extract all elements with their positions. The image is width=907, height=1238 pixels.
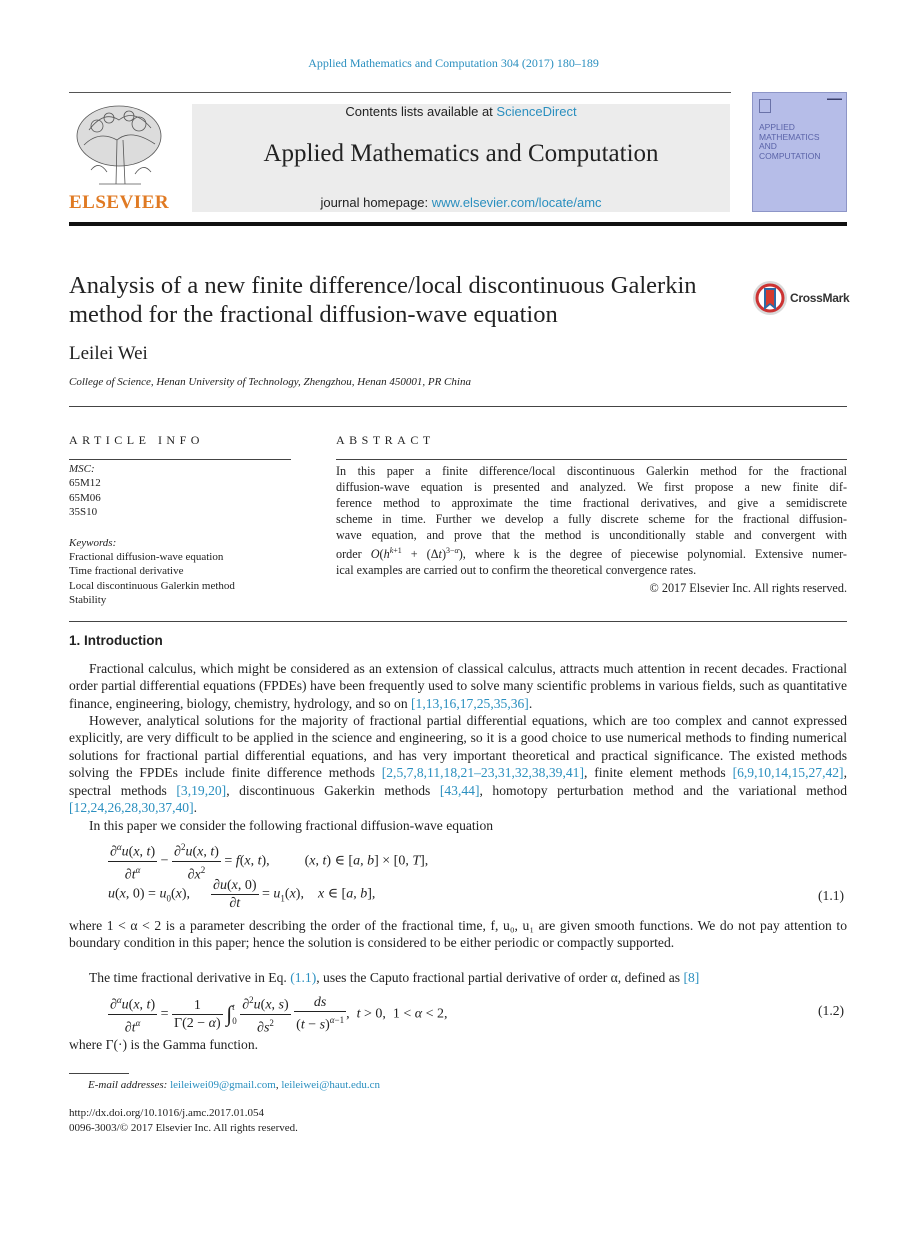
citation-link[interactable]: [8] xyxy=(683,970,700,985)
doi-link[interactable]: http://dx.doi.org/10.1016/j.amc.2017.01.054 xyxy=(69,1107,265,1119)
footnote-rule xyxy=(69,1073,129,1074)
keywords-label: Keywords: xyxy=(69,536,117,549)
msc-code: 65M06 xyxy=(69,491,101,504)
abstract-line: In this paper a finite difference/local discontinuous Galerkin method for the fractional xyxy=(336,464,847,478)
citation-link[interactable]: [2,5,7,8,11,18,21–23,31,32,38,39,41] xyxy=(381,765,584,781)
affiliation: College of Science, Henan University of Technology, Zhengzhou, Henan 450001, PR China xyxy=(69,376,471,388)
article-title: Analysis of a new finite difference/local discontinuous Galerkin method for the fractional diffusion-wave equation xyxy=(69,272,697,328)
homepage-prefix: journal homepage: xyxy=(320,195,432,210)
title-rule xyxy=(69,406,847,407)
citation-link[interactable]: [12,24,26,28,30,37,40] xyxy=(69,800,194,816)
msc-code: 65M12 xyxy=(69,477,101,490)
keyword: Fractional diffusion-wave equation xyxy=(69,551,224,564)
abstract-line: ference method to approximate the time fractional derivatives, and give a semidiscrete xyxy=(336,496,847,510)
abstract-copyright: © 2017 Elsevier Inc. All rights reserved. xyxy=(649,581,847,595)
abstract-body xyxy=(336,463,847,578)
equation-number: (1.1) xyxy=(818,888,845,903)
order-formula: $O(h^{k+1} + (\Delta t)^{3-\alpha})$ xyxy=(370,546,463,562)
citation-link[interactable]: [3,19,20] xyxy=(176,782,227,798)
intro-paragraph-3: In this paper we consider the following fractional diffusion-wave equation xyxy=(89,818,494,833)
homepage-line xyxy=(192,195,730,210)
equation-number: (1.2) xyxy=(818,1003,845,1018)
cover-title: APPLIED MATHEMATICS AND COMPUTATION xyxy=(759,122,821,161)
msc-label: MSC: xyxy=(69,463,95,475)
homepage-link[interactable]: www.elsevier.com/locate/amc xyxy=(431,195,602,210)
sciencedirect-link[interactable]: ScienceDirect xyxy=(496,104,577,119)
article-info-heading: ARTICLE INFO xyxy=(69,433,204,447)
equation-1-2: $\frac{\partial^\alpha u(x, t)}{\partial t^\alpha}$ = $\frac{1}{\Gamma(2 - \alpha)}$ ∫t 0 $\frac{\partial^2u(x, s)}{\partial s^2}$ $\frac{ds}{(t - s)^{\alpha-1}}$ , t > 0, 1 < α < 2, xyxy=(108,992,448,1036)
abstract-heading: ABSTRACT xyxy=(336,433,435,447)
keyword: Time fractional derivative xyxy=(69,565,184,578)
section-title: 1. Introduction xyxy=(69,633,163,648)
equation-ref-link[interactable]: (1.1) xyxy=(290,970,317,985)
crossmark-label[interactable]: CrossMark xyxy=(790,291,850,305)
email-footnote: E-mail addresses: leileiwei09@gmail.com, leileiwei@haut.edu.cn xyxy=(88,1079,381,1091)
header-rule xyxy=(69,92,731,93)
journal-cover[interactable] xyxy=(752,92,847,212)
cover-code-mark: ▬▬▬ xyxy=(827,96,842,102)
issn-line: 0096-3003/© 2017 Elsevier Inc. All rights reserved. xyxy=(69,1122,298,1134)
contents-line xyxy=(192,104,730,119)
citation-link[interactable]: [1,13,16,17,25,35,36] xyxy=(411,695,529,711)
author-name: Leilei Wei xyxy=(69,343,148,364)
header-thick-rule xyxy=(69,222,847,226)
abstract-bottom-rule xyxy=(69,621,847,622)
abstract-order-line xyxy=(336,543,847,562)
intro-paragraph-4: where 1 < α < 2 is a parameter describing the order of the fractional time, f, u₀, u₁ are given smooth functions. We do not pay attention to boundary condition in this paper; hence the solution is considered to be either periodic or compactly supported. xyxy=(69,918,847,951)
cover-logo-icon xyxy=(759,99,771,113)
abstract-line: scheme in time. Further we develop a fully discrete scheme for the fractional diffusion- xyxy=(336,512,847,526)
order-suffix: , where k is the degree of piecewise polynomial. Extensive numer- xyxy=(462,547,847,562)
order-prefix: order xyxy=(336,547,371,562)
equation-1-1-line-2: u(x, $0) = u_0(x)$, $\frac{\partial u(x, 0)}{\partial t}$ = $u_1(x)$, x ∈ [a, b], xyxy=(108,878,376,911)
email-label: E-mail addresses: xyxy=(88,1079,171,1091)
abstract-rule xyxy=(336,459,847,460)
citation-link[interactable]: [43,44] xyxy=(439,782,480,798)
intro-paragraph-2: However, analytical solutions for the majority of fractional partial differential equations, which are too complex and cannot expressed explicitly, are very difficult to be applied in the science and engineering, so it is a good choice to use numerical methods to finding numerical solutions for fractional partial differential equations, and has very important theoretical and practical significance. The existed methods solving the FPDEs include finite difference methods [2,5,7,8,11,18,21–23,31,32,38,39,41], finite element methods [6,9,10,14,15,27,42], spectral methods [3,19,20], discontinuous Gakerkin methods [43,44], homotopy perturbation method and the variational method [12,24,26,28,30,37,40]. xyxy=(69,713,847,816)
intro-paragraph-1: Fractional calculus, which might be considered as an extension of classical calculus, attracts much attention in recent decades. Fractional order partial differential equations (FPDEs) have been frequently used to solve many scientific problems in various fields, such as quantitative finance, engineering, biology, chemistry, hydrology, and so on [1,13,16,17,25,35,36]. xyxy=(69,661,847,711)
email-link[interactable]: leileiwei09@gmail.com xyxy=(170,1079,276,1091)
abstract-line: diffusion-wave equation is presented and analyzed. We first propose a new finite dif- xyxy=(336,480,847,494)
intro-paragraph-5: The time fractional derivative in Eq. (1.1), uses the Caputo fractional partial derivative of order α, defined as [8] xyxy=(89,970,700,985)
article-info-body xyxy=(69,462,291,608)
contents-prefix: Contents lists available at xyxy=(345,104,497,119)
article-info-rule xyxy=(69,459,291,460)
equation-1-1-line-1: $\frac{\partial^\alpha u(x, t)}{\partial t^\alpha}$ − $\frac{\partial^2u(x, t)}{\partial x^2}$ = f(x, t), (x, t) ∈ [a, b] × [0, T], xyxy=(108,839,428,883)
abstract-line: ical examples are carried out to confirm the theoretical convergence rates. xyxy=(336,563,697,578)
journal-citation[interactable]: Applied Mathematics and Computation 304 (2017) 180–189 xyxy=(308,56,599,70)
crossmark-icon[interactable] xyxy=(752,280,788,321)
email-link[interactable]: leileiwei@haut.edu.cn xyxy=(281,1079,381,1091)
abstract-line: wave equation, and prove that the method is unconditionally stable and convergent with xyxy=(336,528,847,542)
msc-code: 35S10 xyxy=(69,506,98,519)
citation-link[interactable]: [6,9,10,14,15,27,42] xyxy=(732,765,844,781)
keyword: Stability xyxy=(69,594,107,607)
keyword: Local discontinuous Galerkin method xyxy=(69,579,235,592)
journal-title: Applied Mathematics and Computation xyxy=(263,140,659,167)
intro-paragraph-6: where Γ(·) is the Gamma function. xyxy=(69,1037,259,1052)
elsevier-logo-text: ELSEVIER xyxy=(69,192,170,213)
